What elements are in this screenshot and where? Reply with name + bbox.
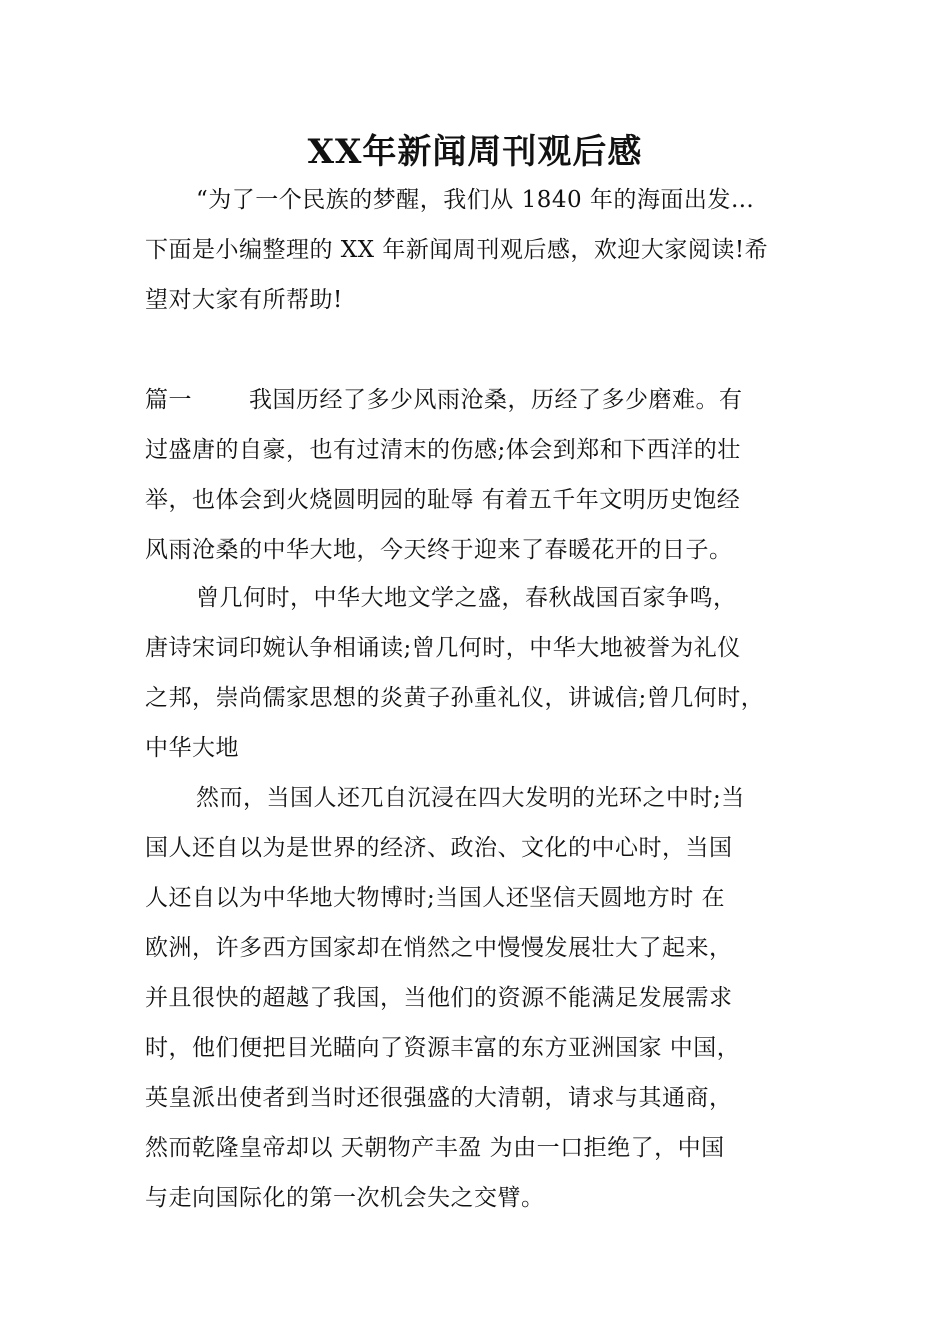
intro-line: 下面是小编整理的 XX 年新闻周刊观后感，欢迎大家阅读!希 bbox=[145, 237, 769, 263]
paragraph-line: 过盛唐的自豪，也有过清末的伤感;体会到郑和下西洋的壮 bbox=[145, 437, 741, 463]
section-label: 篇一 bbox=[145, 387, 192, 413]
paragraph-line: 之邦，崇尚儒家思想的炎黄子孙重礼仪，讲诚信;曾几何时， bbox=[145, 685, 765, 711]
paragraph-line: 英皇派出使者到当时还很强盛的大清朝，请求与其通商， bbox=[145, 1085, 733, 1111]
paragraph-line bbox=[145, 384, 825, 416]
intro-line: “为了一个民族的梦醒，我们从 1840 年的海面出发… bbox=[196, 187, 755, 213]
paragraph-line: 风雨沧桑的中华大地，今天终于迎来了春暖花开的日子。 bbox=[145, 537, 733, 563]
intro-line: 望对大家有所帮助! bbox=[145, 287, 343, 313]
paragraph-text: 我国历经了多少风雨沧桑，历经了多少磨难。有 bbox=[249, 387, 743, 413]
paragraph-line: 唐诗宋词印婉认争相诵读;曾几何时，中华大地被誉为礼仪 bbox=[145, 635, 741, 661]
paragraph-line: 举，也体会到火烧圆明园的耻辱 有着五千年文明历史饱经 bbox=[145, 487, 741, 513]
paragraph-line: 中华大地 bbox=[145, 735, 239, 761]
paragraph-line: 时，他们便把目光瞄向了资源丰富的东方亚洲国家 中国， bbox=[145, 1035, 741, 1061]
paragraph-line: 然而，当国人还兀自沉浸在四大发明的光环之中时;当 bbox=[196, 785, 745, 811]
paragraph-line: 人还自以为中华地大物博时;当国人还坚信天圆地方时 在 bbox=[145, 885, 726, 911]
paragraph-line: 曾几何时，中华大地文学之盛，春秋战国百家争鸣， bbox=[196, 585, 737, 611]
paragraph-line: 并且很快的超越了我国，当他们的资源不能满足发展需求 bbox=[145, 985, 733, 1011]
paragraph-line: 国人还自以为是世界的经济、政治、文化的中心时，当国 bbox=[145, 835, 733, 861]
paragraph-line: 与走向国际化的第一次机会失之交臂。 bbox=[145, 1185, 545, 1211]
document-title: XX年新闻周刊观后感 bbox=[307, 132, 643, 172]
paragraph-line: 欧洲，许多西方国家却在悄然之中慢慢发展壮大了起来， bbox=[145, 935, 733, 961]
paragraph-line: 然而乾隆皇帝却以 天朝物产丰盈 为由一口拒绝了，中国 bbox=[145, 1135, 725, 1161]
